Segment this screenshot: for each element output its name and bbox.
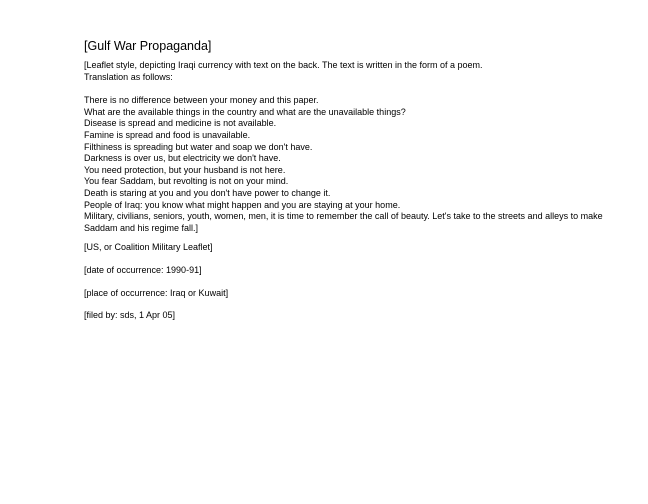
filed-by: [filed by: sds, 1 Apr 05] — [84, 310, 176, 321]
intro-line: [Leaflet style, depicting Iraqi currency with text on the back. The text is written in the form of a poem. — [84, 60, 483, 70]
intro-paragraph — [84, 60, 604, 83]
poem-line: People of Iraq: you know what might happen and you are staying at your home. — [84, 199, 401, 210]
poem-line: Darkness is over us, but electricity we don't have. — [84, 153, 281, 164]
intro-line: Translation as follows: — [84, 71, 173, 82]
poem-line: You fear Saddam, but revolting is not on your mind. — [84, 176, 289, 187]
poem-line: What are the available things in the country and what are the unavailable things? — [84, 106, 406, 117]
poem-translation — [84, 95, 604, 234]
poem-line: There is no difference between your money and this paper. — [84, 95, 319, 106]
poem-line: Famine is spread and food is unavailable. — [84, 129, 251, 140]
poem-line: Death is staring at you and you don't have power to change it. — [84, 187, 331, 198]
date-of-occurrence: [date of occurrence: 1990-91] — [84, 264, 202, 275]
poem-line: Filthiness is spreading but water and soap we don't have. — [84, 141, 313, 152]
document-page — [84, 38, 604, 333]
document-title: [Gulf War Propaganda] — [84, 39, 212, 53]
leaflet-source: [US, or Coalition Military Leaflet] — [84, 242, 213, 253]
poem-line: Military, civilians, seniors, youth, women, men, it is time to remember the call of beauty. Let's take to the streets and alleys to make Saddam and his regime fall.] — [84, 211, 603, 233]
poem-line: You need protection, but your husband is not here. — [84, 164, 286, 175]
place-of-occurrence: [place of occurrence: Iraq or Kuwait] — [84, 287, 229, 298]
poem-line: Disease is spread and medicine is not available. — [84, 118, 277, 129]
